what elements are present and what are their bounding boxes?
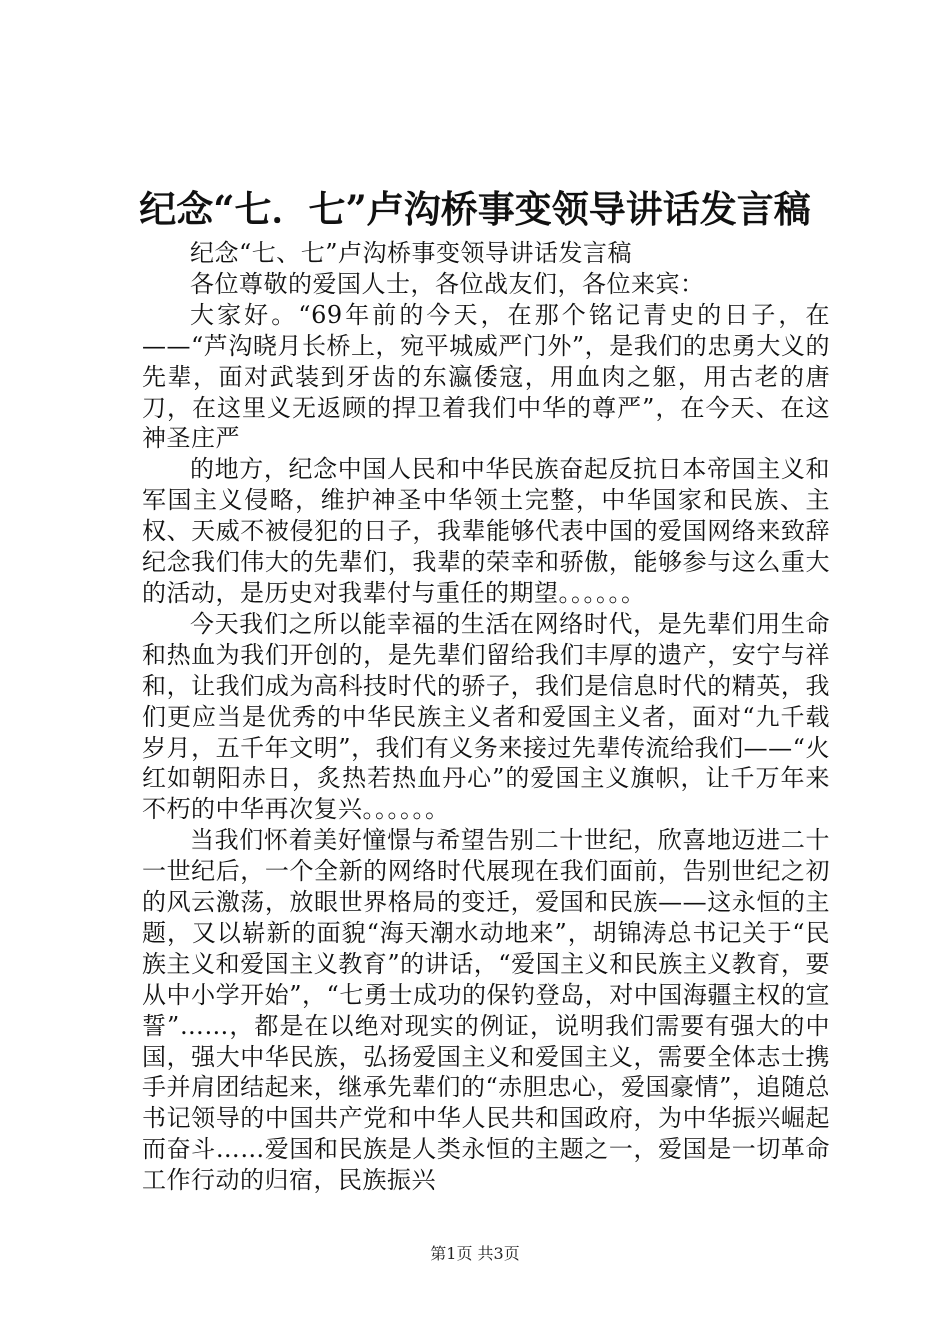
paragraph-greeting: 大家好。“69年前的今天，在那个铭记青史的日子，在——“芦沟晓月长桥上，宛平城威严门外”，是我们的忠勇大义的先辈，面对武装到牙齿的东瀛倭寇，用血肉之躯，用古老的唐刀，在这里义无返顾的捍卫着我们中华的尊严”，在今天、在这神圣庄严 (142, 300, 830, 453)
paragraph-heading-repeat: 纪念“七、七”卢沟桥事变领导讲话发言稿 (190, 239, 633, 267)
paragraph-commemoration: 的地方，纪念中国人民和中华民族奋起反抗日本帝国主义和军国主义侵略，维护神圣中华领土完整，中华国家和民族、主权、天威不被侵犯的日子，我辈能够代表中国的爱国网络来致辞纪念我们伟大的先辈们，我辈的荣幸和骄傲，能够参与这么重大的活动，是历史对我辈付与重任的期望。。。。。。 (142, 455, 830, 607)
document-title: 纪念“七．七”卢沟桥事变领导讲话发言稿 (139, 187, 811, 231)
page-number: 第1页 共3页 (430, 1244, 520, 1263)
document-body (142, 238, 830, 1196)
paragraph-new-century: 当我们怀着美好憧憬与希望告别二十世纪，欣喜地迈进二十一世纪后，一个全新的网络时代展现在我们面前，告别世纪之初的风云激荡，放眼世界格局的变迁，爱国和民族——这永恒的主题，又以崭新的面貌“海天潮水动地来”，胡锦涛总书记关于“民族主义和爱国主义教育”的讲话，“爱国主义和民族主义教育，要从中小学开始”，“七勇士成功的保钓登岛，对中国海疆主权的宣誓”……，都是在以绝对现实的例证，说明我们需要有强大的中国，强大中华民族，弘扬爱国主义和爱国主义，需要全体志士携手并肩团结起来，继承先辈们的“赤胆忠心，爱国豪情”，追随总书记领导的中国共产党和中华人民共和国政府，为中华振兴崛起而奋斗……爱国和民族是人类永恒的主题之一，爱国是一切革命工作行动的归宿，民族振兴 (142, 826, 830, 1195)
paragraph-network-era: 今天我们之所以能幸福的生活在网络时代，是先辈们用生命和热血为我们开创的，是先辈们留给我们丰厚的遗产，安宁与祥和，让我们成为高科技时代的骄子，我们是信息时代的精英，我们更应当是优秀的中华民族主义者和爱国主义者，面对“九千载岁月，五千年文明”，我们有义务来接过先辈传流给我们——“火红如朝阳赤日，炙热若热血丹心”的爱国主义旗帜，让千万年来不朽的中华再次复兴。。。。。。 (142, 609, 830, 824)
paragraph-salutation: 各位尊敬的爱国人士，各位战友们，各位来宾： (190, 269, 705, 298)
